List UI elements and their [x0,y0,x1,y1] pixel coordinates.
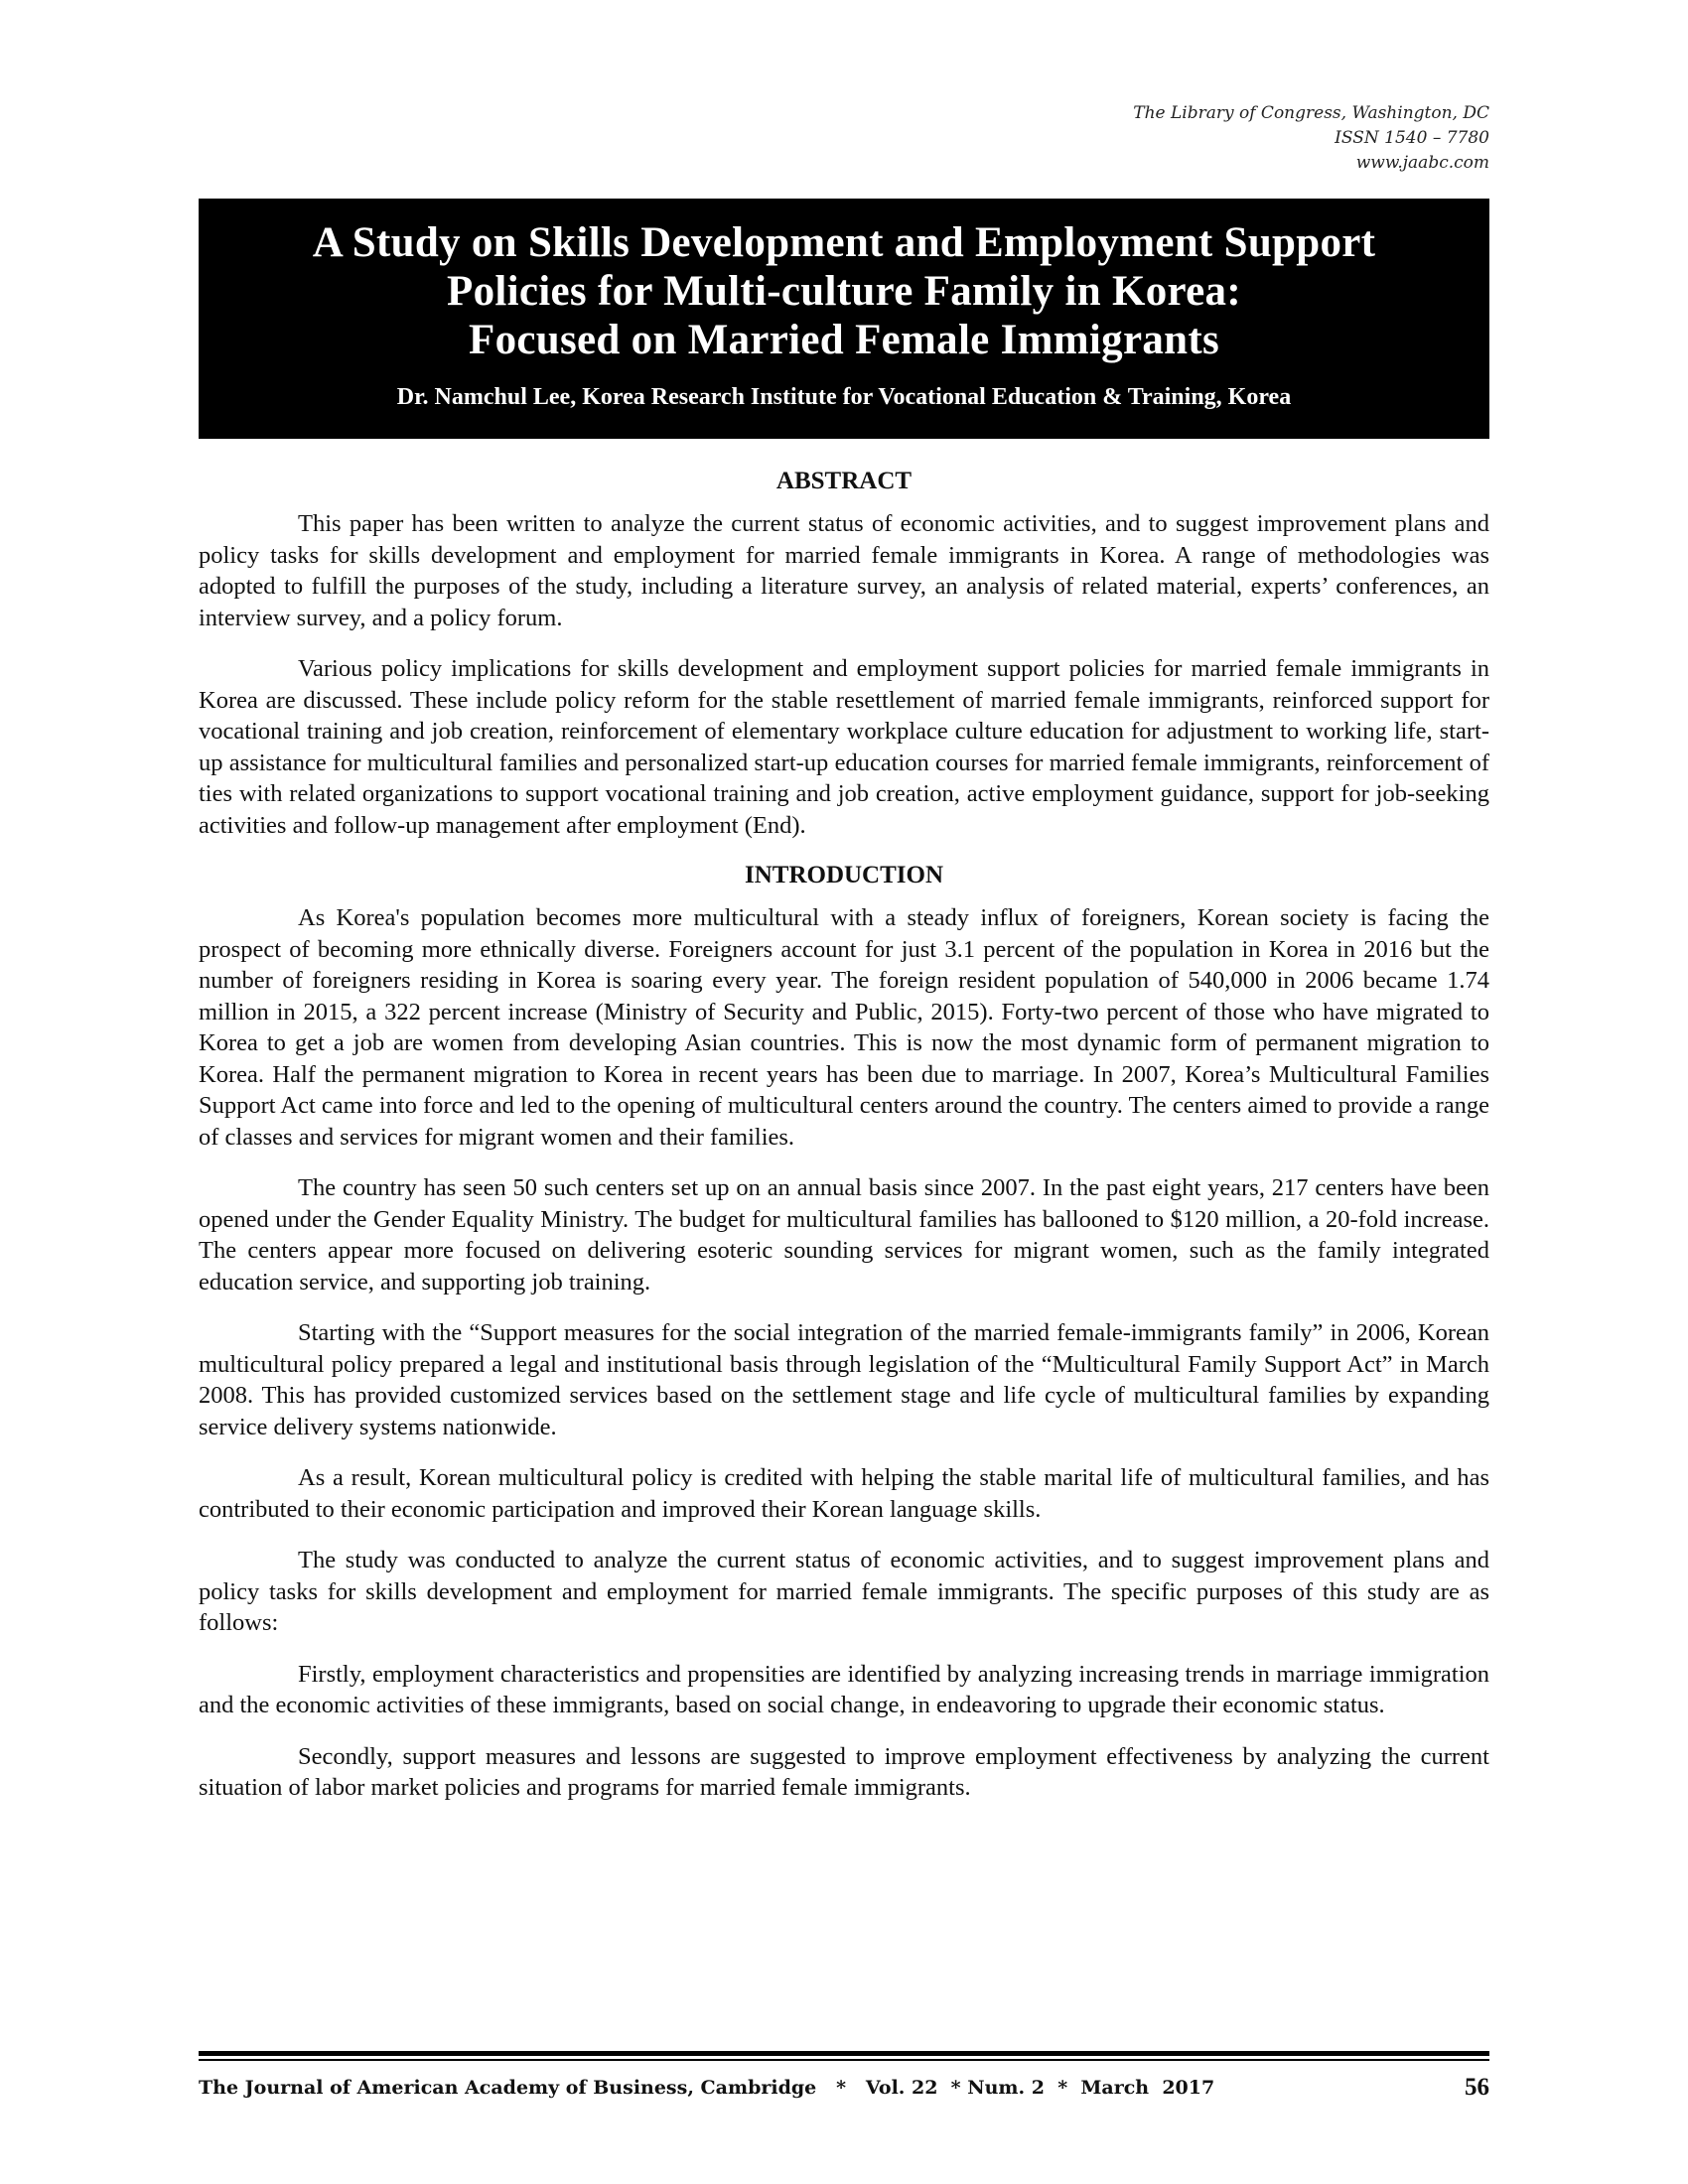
title-line-3: Focused on Married Female Immigrants [469,317,1219,363]
footer-rule-thin [199,2059,1489,2061]
intro-paragraph-7: Secondly, support measures and lessons are suggested to improve employment effectiveness by analyzing the current situation of labor market policies and programs for married female immigrants. [199,1742,1489,1801]
footer-rule-thick [199,2051,1489,2056]
intro-paragraph-1: As Korea's population becomes more multicultural with a steady influx of foreigners, Korean society is facing the prospect of becoming more ethnically diverse. Foreigners account for just 3.1 percent of the population in Korea in 2016 but the number of foreigners residing in Korea is soaring every year. The foreign resident population of 540,000 in 2006 became 1.74 million in 2015, a 322 percent increase (Ministry of Security and Public, 2015). Forty-two percent of those who have migrated to Korea to get a job are women from developing Asian countries. This is now the most dynamic form of permanent migration to Korea. Half the permanent migration to Korea in recent years has been due to marriage. In 2007, Korea’s Multicultural Families Support Act came into force and led to the opening of multicultural centers around the country. The centers aimed to provide a range of classes and services for migrant women and their families. [199,904,1489,1151]
title-line-1: A Study on Skills Development and Employment Support [312,219,1376,266]
publisher-line: The Library of Congress, Washington, DC [1133,103,1489,123]
intro-paragraph-4: As a result, Korean multicultural policy is credited with helping the stable marital life of multicultural families, and has contributed to their economic participation and improved their Korean language skills. [199,1464,1489,1523]
title-block [199,199,1489,439]
introduction-heading: INTRODUCTION [744,862,944,888]
intro-paragraph-3: Starting with the “Support measures for the social integration of the married female-immigrants family” in 2006, Korean multicultural policy prepared a legal and institutional basis through legislation of the “Multicultural Family Support Act” in March 2008. This has provided customized services based on the settlement stage and life cycle of multicultural families by expanding service delivery systems nationwide. [199,1319,1489,1440]
abstract-heading: ABSTRACT [775,468,913,494]
intro-paragraph-5: The study was conducted to analyze the current status of economic activities, and to suggest improvement plans and policy tasks for skills development and employment for married female immigrants. The specific purposes of this study are as follows: [199,1547,1489,1636]
author-affiliation: Dr. Namchul Lee, Korea Research Institute for Vocational Education & Training, Korea [396,384,1292,410]
article-body [199,467,1489,1824]
header-meta [1133,101,1489,176]
abstract-paragraph-1: This paper has been written to analyze the current status of economic activities, and to suggest improvement plans and policy tasks for skills development and employment for married female immigrants in Korea. A range of methodologies was adopted to fulfill the purposes of the study, including a literature survey, an analysis of related material, experts’ conferences, an interview survey, and a policy forum. [199,510,1489,631]
abstract-paragraph-2: Various policy implications for skills development and employment support policies for married female immigrants in Korea are discussed. These include policy reform for the stable resettlement of married female immigrants, reinforced support for vocational training and job creation, reinforcement of elementary workplace culture education for adjustment to working life, start-up assistance for multicultural families and personalized start-up education courses for married female immigrants, reinforcement of ties with related organizations to support vocational training and job creation, active employment guidance, support for job-seeking activities and follow-up management after employment (End). [199,655,1489,839]
website-line: www.jaabc.com [1355,153,1489,173]
intro-paragraph-6: Firstly, employment characteristics and propensities are identified by analyzing increasing trends in marriage immigration and the economic activities of these immigrants, based on social change, in endeavoring to upgrade their economic status. [199,1660,1489,1718]
page-number: 56 [1465,2074,1489,2101]
title-line-2: Policies for Multi-culture Family in Korea: [447,268,1241,315]
intro-paragraph-2: The country has seen 50 such centers set up on an annual basis since 2007. In the past eight years, 217 centers have been opened under the Gender Equality Ministry. The budget for multicultural families has ballooned to $120 million, a 20-fold increase. The centers appear more focused on delivering esoteric sounding services for migrant women, such as the family integrated education service, and supporting job training. [199,1174,1489,1296]
footer-journal-citation: The Journal of American Academy of Business, Cambridge * Vol. 22 * Num. 2 * March 2017 [199,2077,1215,2099]
issn-line: ISSN 1540 – 7780 [1335,128,1489,148]
